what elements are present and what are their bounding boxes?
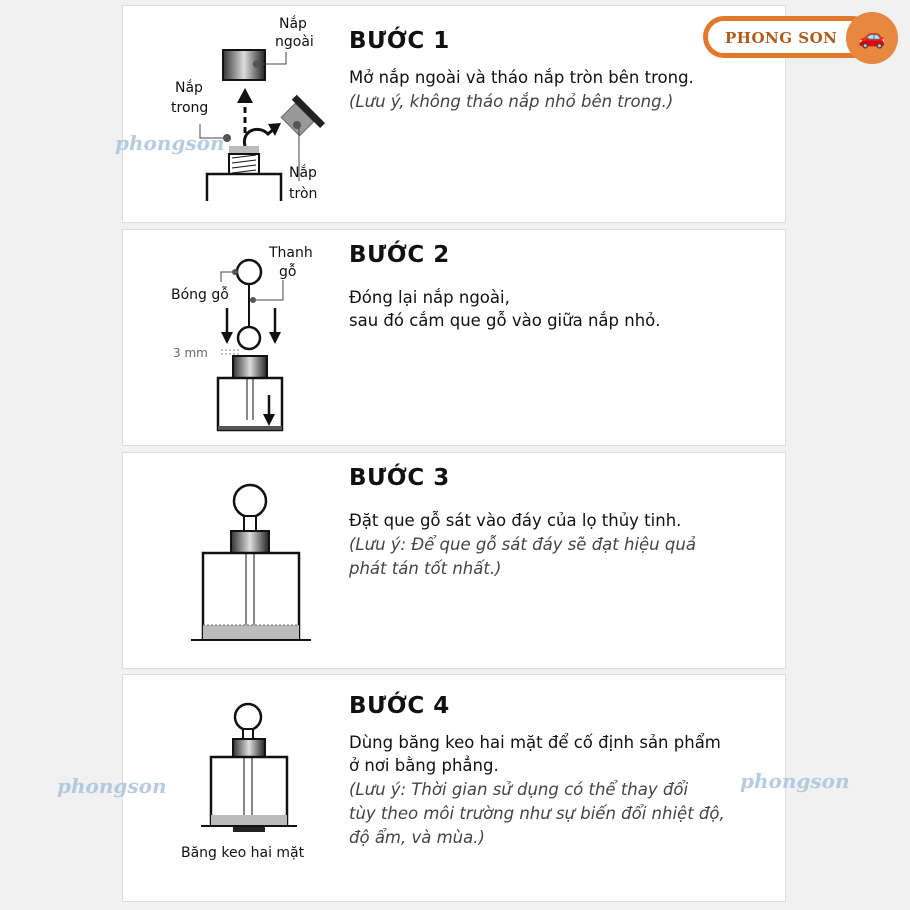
label-gap: 3 mm (173, 346, 208, 360)
step-note: (Lưu ý: Để que gỗ sát đáy sẽ đạt hiệu quả (349, 535, 696, 554)
step-title: BƯỚC 4 (349, 693, 450, 719)
label-round-cap-2: tròn (289, 186, 318, 202)
step-3-illustration (123, 453, 343, 668)
label-stick: Thanh (269, 245, 313, 261)
tape-icon (233, 827, 265, 832)
label-round-cap: Nắp (289, 165, 317, 181)
step-note: (Lưu ý: Thời gian sử dụng có thể thay đổi (349, 780, 689, 799)
step-text: Dùng băng keo hai mặt để cố định sản phẩm (349, 733, 721, 752)
step-text: Mở nắp ngoài và tháo nắp tròn bên trong. (349, 68, 694, 87)
step-note: độ ẩm, và mùa.) (349, 828, 485, 847)
step-1-illustration (123, 6, 343, 222)
step-text: ở nơi bằng phẳng. (349, 756, 499, 775)
label-outer-cap: Nắp (279, 16, 307, 32)
step-2-panel (122, 229, 786, 446)
step-title: BƯỚC 3 (349, 465, 450, 491)
step-4-panel (122, 674, 786, 902)
step-title: BƯỚC 1 (349, 28, 450, 54)
step-3-panel (122, 452, 786, 669)
brand-logo (703, 12, 898, 64)
label-stick-2: gỗ (279, 264, 297, 280)
car-icon: 🚗 (846, 12, 898, 64)
watermark: phongson (115, 131, 225, 155)
arrow-up-icon (237, 88, 253, 103)
label-ball: Bóng gỗ (171, 287, 229, 303)
watermark: phongson (57, 774, 167, 798)
step-2-illustration (123, 230, 343, 445)
label-inner-cap: Nắp (175, 80, 203, 96)
step-1-panel (122, 5, 786, 223)
label-tape: Băng keo hai mặt (181, 845, 305, 861)
step-title: BƯỚC 2 (349, 242, 450, 268)
step-note: (Lưu ý, không tháo nắp nhỏ bên trong.) (349, 92, 674, 111)
label-outer-cap-2: ngoài (275, 34, 314, 50)
step-note: tùy theo môi trường như sự biến đổi nhiệt độ, (349, 804, 725, 823)
brand-name: PHONG SON (725, 29, 838, 47)
step-text: Đặt que gỗ sát vào đáy của lọ thủy tinh. (349, 511, 682, 530)
step-text: Đóng lại nắp ngoài, (349, 288, 510, 307)
label-inner-cap-2: trong (171, 100, 209, 116)
watermark: phongson (740, 769, 850, 793)
step-text: sau đó cắm que gỗ vào giữa nắp nhỏ. (349, 311, 661, 330)
step-note: phát tán tốt nhất.) (349, 559, 502, 578)
